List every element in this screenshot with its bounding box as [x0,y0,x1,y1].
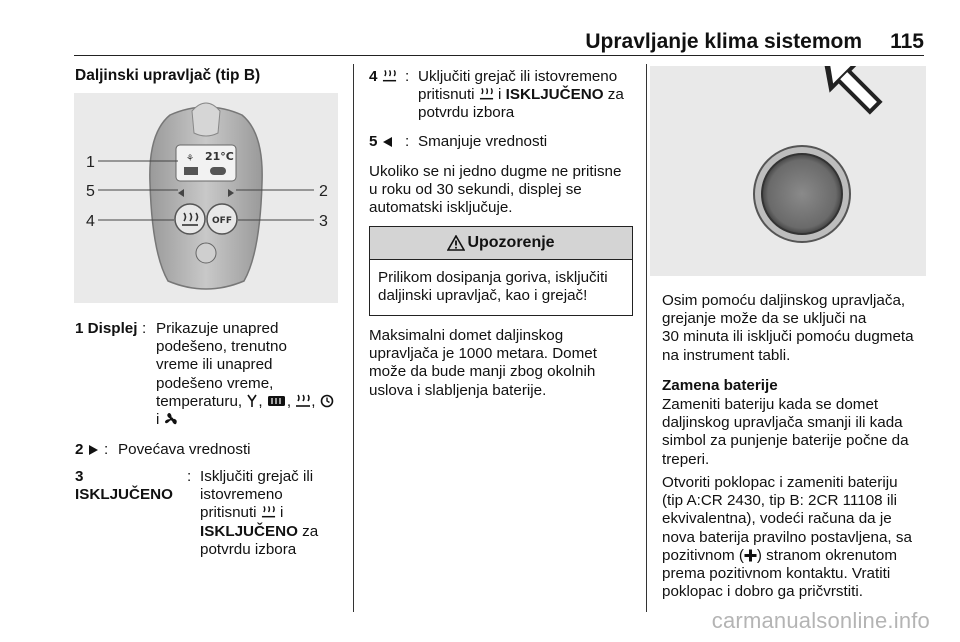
battery-paragraph-2: Otvoriti poklopac i zameniti bateriju (tip A:CR 2430, tip B: 2CR 11108 ili ekvivalentna), vodeći računa da je nova baterija pravilno postavljena, sa pozitivnom ( ) stranom okrenutom prema pozitivnom kontaktu. Vratiti poklopac i dobro ga pričvrstiti. [662,474,912,601]
item-1-term: 1 Displej [75,320,138,337]
remote-control-figure [74,93,338,303]
warning-title: Upozorenje [467,234,555,251]
warning-triangle-icon [447,235,465,251]
page-title: Upravljanje klima sistemom [585,30,862,53]
item-3-line1: Isključiti grejač ili [200,468,314,485]
plus-icon [744,549,757,562]
item-3-line2: istovremeno [200,486,283,504]
warning-box [369,226,633,316]
item-3-off: 3 ISKLJUČENO : Isključiti grejač ili istovremeno pritisnuti i ISKLJUČENO za potvrdu izbora [75,468,319,558]
battery-heading: Zamena baterije [662,377,778,394]
item-1-line5a: temperaturu, [156,392,243,410]
item-5-decrease: 5 : Smanjuje vrednosti [369,133,548,150]
item-1-line2: podešeno, trenutno [156,338,287,356]
battery-icon [267,394,287,408]
heat-icon [295,394,311,408]
item-1-line6: i [156,411,160,429]
item-3-line5: potvrdu izbora [200,540,297,558]
callout-3: 3 [319,213,328,230]
item-1-line3: vreme ili unapred [156,356,273,374]
item-1-line4: podešeno vreme, [156,374,274,392]
callout-1: 1 [86,154,95,171]
clock-icon [320,394,334,408]
item-4-colon: : [405,68,410,85]
timer-fork-icon [246,394,258,408]
item-4-on: 4 : Uključiti grejač ili istovremeno pritisnuti i ISKLJUČENO za potvrdu izbora [369,68,624,122]
remote-off-label: OFF [212,216,232,226]
item-2-term: 2 [75,441,99,459]
fan-icon [164,412,179,426]
callout-4: 4 [86,213,95,230]
warning-line1: Prilikom dosipanja goriva, isključiti [378,269,608,286]
item-3-colon: : [187,468,192,485]
page-header [74,28,924,56]
remote-display-temp: 21°C [205,150,234,163]
page-number: 115 [890,30,924,53]
range-paragraph: Maksimalni domet daljinskog upravljača je 1000 metara. Domet može da bude manji zbog okolnih uslova i slabljenja baterije. [369,327,597,399]
timeout-paragraph: Ukoliko se ni jedno dugme ne pritisne u roku od 30 sekundi, displej se automatski isključuje. [369,163,622,217]
item-3-term1: 3 [75,468,84,485]
battery-paragraph-1: Zameniti bateriju kada se domet daljinskog upravljača smanji ili kada simbol za punjenje baterije počne da treperi. [662,396,909,468]
heat-icon [261,505,276,519]
item-4-line3: potvrdu izbora [418,104,515,122]
item-5-colon: : [405,133,410,150]
section-title: Daljinski upravljač (tip B) [75,67,261,84]
warning-header [370,227,632,260]
item-2-desc: Povećava vrednosti [118,441,251,458]
item-1-line1: Prikazuje unapred [156,320,279,337]
arrow-right-icon [88,444,99,456]
watermark: carmanualsonline.info [711,608,930,633]
item-2-increase [75,441,345,461]
item-4-line1: Uključiti grejač ili istovremeno [418,68,618,85]
item-5-desc: Smanjuje vrednosti [418,133,548,150]
warning-line2: daljinski upravljač, kao i grejač! [378,287,588,305]
svg-text:⚘: ⚘ [186,154,195,164]
dashboard-paragraph: Osim pomoću daljinskog upravljača, grejanje može da se uključi na 30 minuta ili isključi pomoću dugmeta na instrument tabli. [662,292,914,364]
item-3-term2: ISKLJUČENO [75,486,173,504]
column-divider-2 [646,64,647,612]
arrow-left-icon [382,136,393,148]
item-2-colon: : [104,441,109,458]
dashboard-button-figure [650,66,926,276]
heat-icon [479,87,494,101]
column-divider-1 [353,64,354,612]
item-1-display: 1 Displej : Prikazuje unapred podešeno, trenutno vreme ili unapred podešeno vreme, temperaturu, , , , i [75,320,345,430]
heat-icon [382,69,397,83]
callout-2: 2 [319,183,328,200]
callout-5: 5 [86,183,95,200]
item-1-colon: : [142,320,147,337]
